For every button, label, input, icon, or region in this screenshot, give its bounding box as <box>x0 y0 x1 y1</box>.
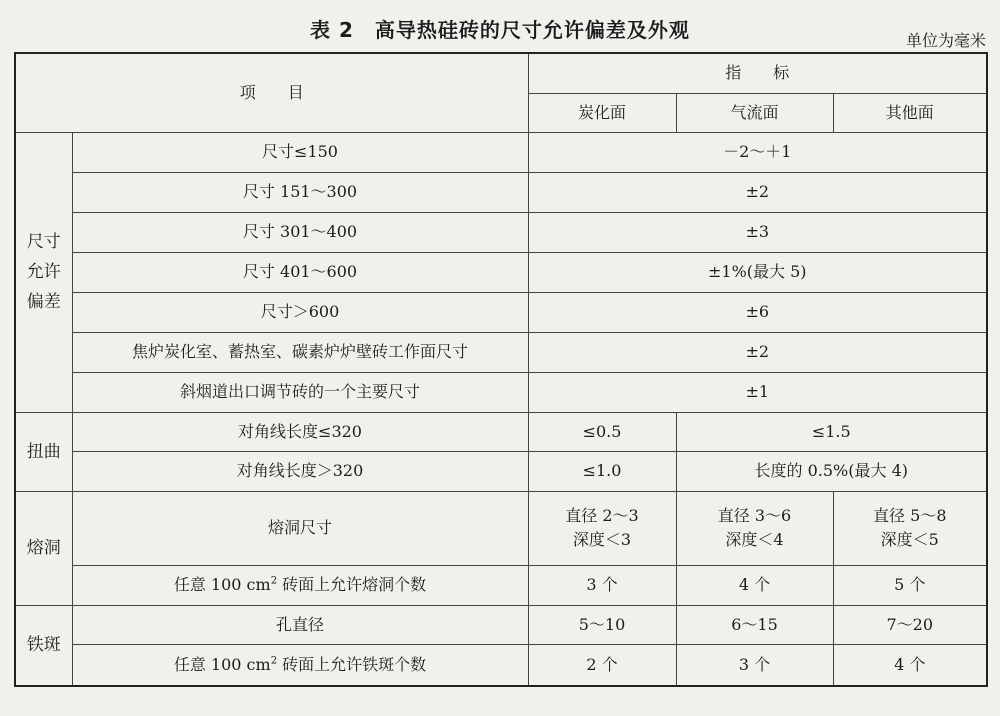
table-row-value: ±3 <box>528 212 987 252</box>
table-row-item: 斜烟道出口调节砖的一个主要尺寸 <box>72 372 528 412</box>
table-row-value: －2～＋1 <box>528 132 987 172</box>
table-row-value: 4 个 <box>676 565 833 605</box>
depth-text: 深度＜4 <box>725 530 784 549</box>
table-row-item: 尺寸＞600 <box>72 292 528 332</box>
table-row-value: ±2 <box>528 172 987 212</box>
table-row-item: 对角线长度＞320 <box>72 451 528 491</box>
table-row-value <box>528 491 676 565</box>
category-iron-spot: 铁斑 <box>15 605 72 686</box>
table-row-item <box>72 644 528 686</box>
table-row-item: 焦炉炭化室、蓄热室、碳素炉炉壁砖工作面尺寸 <box>72 332 528 372</box>
diameter-text: 直径 3～6 <box>717 506 792 525</box>
category-size-deviation <box>15 132 72 412</box>
table-row-value: ±1 <box>528 372 987 412</box>
table-row-item: 对角线长度≤320 <box>72 412 528 451</box>
table-row-value: 长度的 0.5%(最大 4) <box>676 451 987 491</box>
diameter-text: 直径 2～3 <box>565 506 639 525</box>
header-airflow-face: 气流面 <box>676 93 833 132</box>
header-index: 指 标 <box>528 53 987 93</box>
count-item-suffix: 砖面上允许熔洞个数 <box>277 575 427 594</box>
tolerance-table <box>14 52 988 687</box>
table-row-value: ±1%(最大 5) <box>528 252 987 292</box>
diameter-text: 直径 5～8 <box>873 506 947 525</box>
table-row-item <box>72 565 528 605</box>
table-row-item: 尺寸 301～400 <box>72 212 528 252</box>
count-item-prefix: 任意 100 cm <box>173 654 271 674</box>
depth-text: 深度＜3 <box>572 530 632 549</box>
table-row-item: 熔洞尺寸 <box>72 491 528 565</box>
table-row-value: 5～10 <box>528 605 676 644</box>
header-item: 项 目 <box>15 53 528 132</box>
count-item-sup: 2 <box>270 575 278 587</box>
table-row-value: 4 个 <box>833 644 987 686</box>
depth-text: 深度＜5 <box>880 530 939 549</box>
table-row-value: 5 个 <box>833 565 987 605</box>
table-row-value: 6～15 <box>676 605 833 644</box>
table-row-value <box>833 491 987 565</box>
table-row-item: 尺寸 401～600 <box>72 252 528 292</box>
count-item-prefix: 任意 100 cm <box>173 575 271 594</box>
header-other-face: 其他面 <box>833 93 987 132</box>
count-item-suffix: 砖面上允许铁斑个数 <box>277 654 427 674</box>
table-row-value: 3 个 <box>528 565 676 605</box>
table-row-value: ±2 <box>528 332 987 372</box>
category-twist: 扭曲 <box>15 412 72 491</box>
table-row-item: 孔直径 <box>72 605 528 644</box>
table-row-value: ≤1.0 <box>528 451 676 491</box>
table-row-value: ≤0.5 <box>528 412 676 451</box>
table-row-value: ≤1.5 <box>676 412 987 451</box>
table-row-item: 尺寸 151～300 <box>72 172 528 212</box>
category-size-deviation-label: 尺寸允许偏差 <box>26 232 61 312</box>
table-row-value: 2 个 <box>528 644 676 686</box>
category-melt-hole: 熔洞 <box>15 491 72 605</box>
table-title: 表 2 高导热硅砖的尺寸允许偏差及外观 <box>310 18 690 42</box>
table-row-item: 尺寸≤150 <box>72 132 528 172</box>
table-row-value: ±6 <box>528 292 987 332</box>
count-item-sup: 2 <box>270 655 278 667</box>
table-row-value: 3 个 <box>676 644 833 686</box>
unit-label: 单位为毫米 <box>905 31 986 50</box>
header-carbonization-face: 炭化面 <box>528 93 676 132</box>
table-row-value: 7～20 <box>833 605 987 644</box>
table-row-value <box>676 491 833 565</box>
